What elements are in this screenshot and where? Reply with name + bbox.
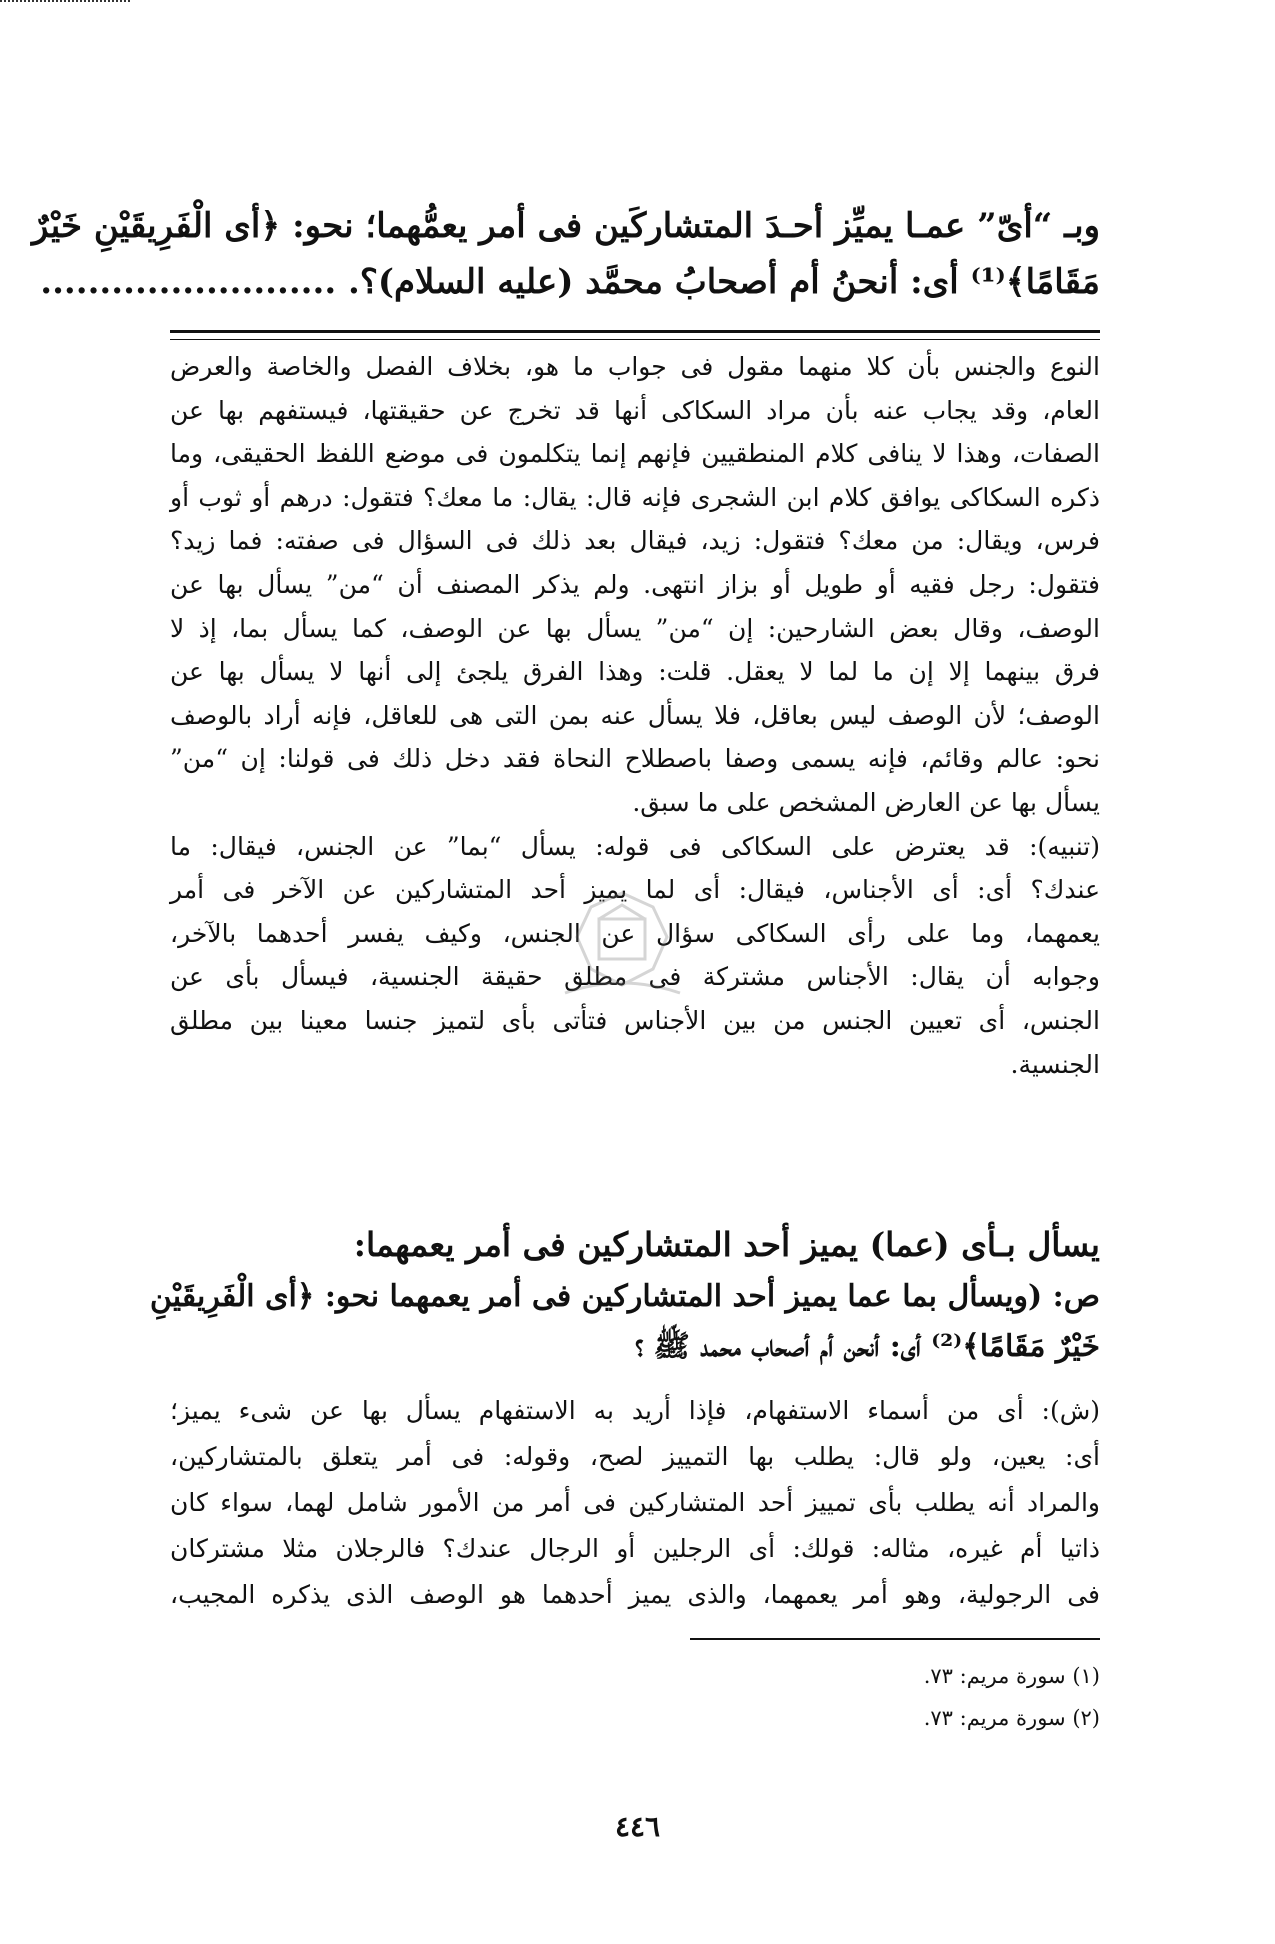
- page-number: ٤٤٦: [614, 1810, 661, 1843]
- matn-top-block: [31, 198, 1100, 310]
- heading-text: يسأل بـأى (عما) يميز أحد المتشاركين فى أمر يعمهما:: [353, 1225, 1100, 1264]
- sharh-line: (ش): أى من أسماء الاستفهام، فإذا أريد به الاستفهام يسأل بها عن شىء يميز؛: [170, 1396, 1100, 1425]
- body-line: ذكره السكاكى يوافق كلام ابن الشجرى فإنه قال: يقال: ما معك؟ فتقول: درهم أو ثوب أو: [170, 482, 1100, 512]
- body-line: وجوابه أن يقال: الأجناس مشتركة فى مطلق حقيقة الجنسية، فيسأل بأى عن: [170, 962, 1100, 992]
- body-line: الصفات، وهذا لا ينافى كلام المنطقيين فإنهم إنما يتكلمون فى موضع اللفظ الحقيقى، وما: [170, 439, 1100, 469]
- body-line: فرس، ويقال: من معك؟ فتقول: زيد، فيقال بعد ذلك فى السؤال فى صفته: فما زيد؟: [170, 526, 1100, 556]
- sad-line: خَيْرٌ مَقَامًا﴾⁽²⁾ أى: أنحن أم أصحاب محمد ﷺ ؟: [634, 1329, 1100, 1364]
- sharh-block: [170, 1388, 1100, 1618]
- body-line: يعمهما، وما على رأى السكاكى سؤال عن الجنس، وكيف يفسر أحدهما بالآخر،: [170, 918, 1100, 948]
- section-heading: [170, 1222, 1100, 1268]
- matn-line: وبـ “أىّ” عمـا يميِّز أحـدَ المتشاركَين فى أمر يعمُّهما؛ نحو: ﴿أى الْفَرِيقَيْنِ خَيْرٌ: [31, 206, 1100, 246]
- footnote-separator: [690, 1638, 1100, 1640]
- footnote-item: (٢) سورة مريم: ٧٣.: [923, 1706, 1100, 1730]
- body-line: فتقول: رجل فقيه أو طويل أو بزاز انتهى. ولم يذكر المصنف أن “من” يسأل بها عن: [170, 569, 1100, 599]
- matn-separator-rule: [170, 330, 1100, 340]
- body-line: الجنسية.: [1010, 1049, 1100, 1079]
- body-line: الوصف؛ لأن الوصف ليس بعاقل، فلا يسأل عنه بمن التى هى للعاقل، فإنه أراد بالوصف: [170, 700, 1100, 730]
- body-line: عندك؟ أى: أى الأجناس، فيقال: أى لما يميز أحد المتشاركين عن الآخر فى أمر: [170, 875, 1100, 905]
- sharh-line: فى الرجولية، وهو أمر يعمهما، والذى يميز أحدهما هو الوصف الذى يذكره المجيب،: [170, 1580, 1100, 1609]
- sad-block: [149, 1272, 1100, 1372]
- sad-line: ص: (ويسأل بما عما يميز أحد المتشاركين فى أمر يعمهما نحو: ﴿أى الْفَرِيقَيْنِ: [149, 1279, 1100, 1314]
- corner-dotted-mark: [0, 0, 130, 5]
- body-line: يسأل بها عن العارض المشخص على ما سبق.: [632, 787, 1100, 817]
- sharh-line: والمراد أنه يطلب بأى تمييز أحد المتشاركين فى أمر من الأمور شامل لهما، سواء كان: [170, 1488, 1100, 1517]
- body-line: نحو: عالم وقائم، فإنه يسمى وصفا باصطلاح النحاة فقد دخل ذلك فى قولنا: إن “من”: [170, 744, 1100, 774]
- body-line: العام، وقد يجاب عنه بأن مراد السكاكى أنها قد تخرج عن حقيقتها، فيستفهم بها عن: [170, 395, 1100, 425]
- library-seal-watermark: [555, 885, 690, 1005]
- body-line: (تنبيه): قد يعترض على السكاكى فى قوله: يسأل “بما” عن الجنس، فيقال: ما: [170, 831, 1100, 861]
- sharh-line: ذاتيا أم غيره، مثاله: قولك: أى الرجلين أو الرجال عندك؟ فالرجلان مثلا مشتركان: [170, 1534, 1100, 1563]
- matn-line: مَقَامًا﴾⁽¹⁾ أى: أنحنُ أم أصحابُ محمَّد (عليه السلام)؟. .........................: [40, 262, 1100, 302]
- body-line: الجنس، أى تعيين الجنس من بين الأجناس فتأتى بأى لتميز جنسا معينا بين مطلق: [170, 1005, 1100, 1035]
- sharh-line: أى: يعين، ولو قال: يطلب بها التمييز لصح، وقوله: فى أمر يتعلق بالمتشاركين،: [170, 1442, 1100, 1471]
- footnotes: [600, 1655, 1100, 1739]
- body-line: النوع والجنس بأن كلا منهما مقول فى جواب ما هو، بخلاف الفصل والخاصة والعرض: [170, 352, 1100, 381]
- footnote-item: (١) سورة مريم: ٧٣.: [923, 1664, 1100, 1688]
- body-line: فرق بينهما إلا إن ما لما لا يعقل. قلت: وهذا الفرق يلجئ إلى أنها لا يسأل بها عن: [170, 657, 1100, 687]
- body-line: الوصف، وقال بعض الشارحين: إن “من” يسأل بها عن الوصف، كما يسأل بما، إذ لا: [170, 613, 1100, 643]
